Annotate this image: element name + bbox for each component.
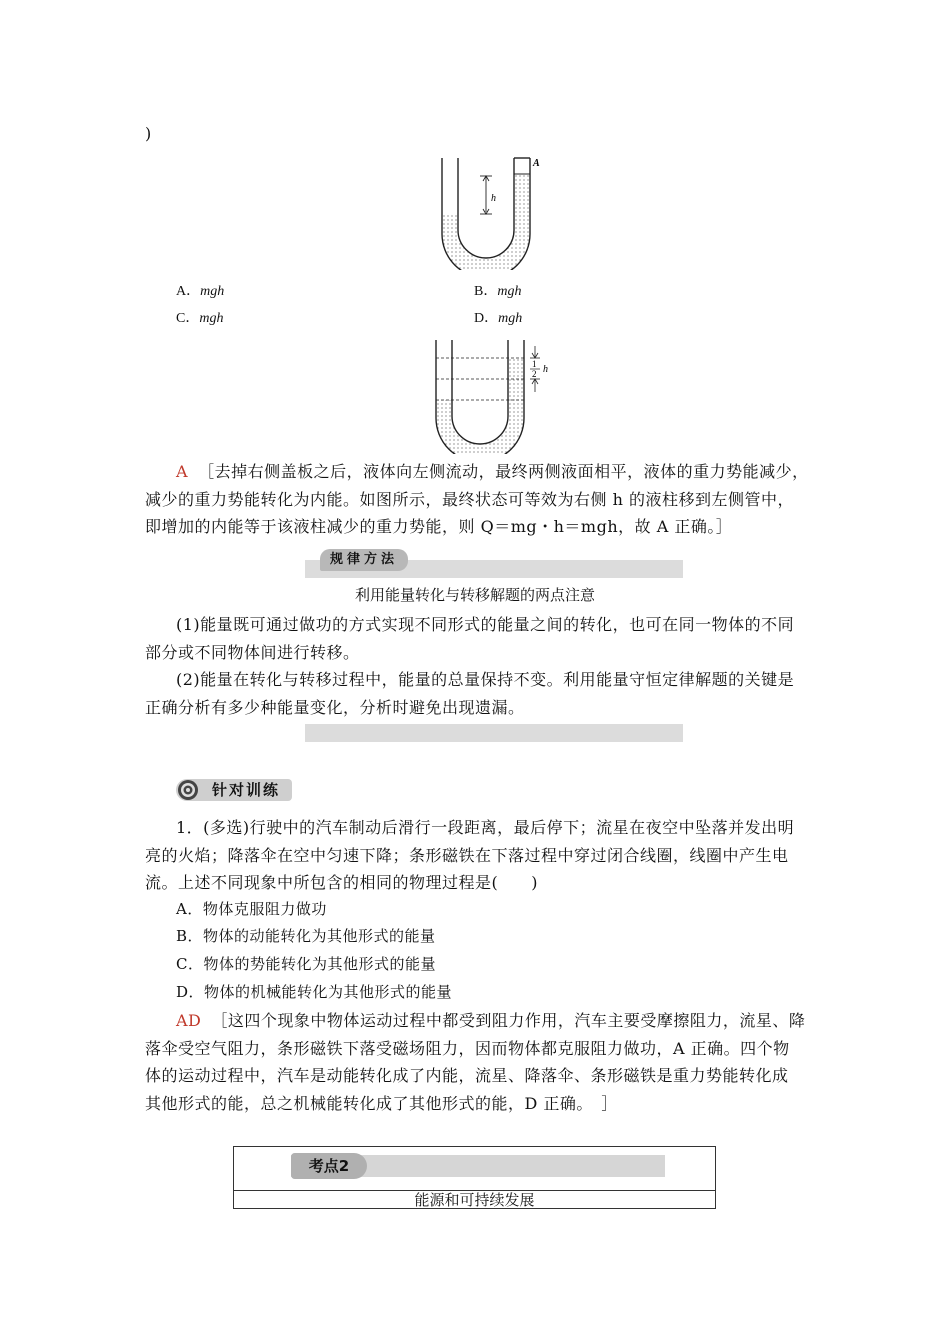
method-line-2: 部分或不同物体间进行转移。: [145, 643, 360, 662]
answer-line-2: 减少的重力势能转化为内能。如图所示，最终状态可等效为右侧 h 的液柱移到左侧管中，: [145, 490, 794, 509]
answer2-line-4: 其他形式的能，总之机械能转化成了其他形式的能，D 正确。 ］: [145, 1094, 618, 1113]
choice-b[interactable]: B．物体的动能转化为其他形式的能量: [176, 927, 436, 945]
fraction-numerator: 1: [532, 359, 537, 369]
label-A: A: [533, 158, 540, 169]
liquid-fill: [436, 400, 524, 454]
fraction-denominator: 2: [532, 369, 537, 379]
question-line-1: 1．(多选)行驶中的汽车制动后滑行一段距离，最后停下；流星在夜空中坠落并发出明: [176, 818, 795, 837]
question-line-3: 流。上述不同现象中所包含的相同的物理过程是( ): [145, 873, 538, 892]
target-icon: [177, 779, 201, 801]
page-fragment: ): [145, 124, 152, 143]
answer-line-1: A ［去掉右侧盖板之后，液体向左侧流动，最终两侧液面相平，液体的重力势能减少，: [176, 462, 809, 481]
method-line-4: 正确分析有多少种能量变化，分析时避免出现遗漏。: [145, 698, 525, 717]
method-title: 利用能量转化与转移解题的两点注意: [354, 586, 595, 604]
answer2-letter: AD: [176, 1011, 202, 1030]
label-h: h: [543, 364, 548, 375]
u-tube-figure-2: [428, 338, 558, 454]
section-subtitle: 能源和可持续发展: [414, 1191, 535, 1209]
answer-letter: A: [176, 462, 189, 481]
choice-d[interactable]: D．物体的机械能转化为其他形式的能量: [176, 983, 453, 1001]
option-c[interactable]: C．mgh: [176, 311, 224, 326]
method-line-3: (2)能量在转化与转移过程中，能量的总量保持不变。利用能量守恒定律解题的关键是: [176, 670, 795, 689]
option-a[interactable]: A．mgh: [176, 284, 225, 299]
method-line-1: (1)能量既可通过做功的方式实现不同形式的能量之间的转化，也可在同一物体的不同: [176, 615, 795, 634]
tube-inner: [452, 340, 508, 444]
answer2-line-2: 落伞受空气阻力，条形磁铁下落受磁场阻力，因而物体都克服阻力做功，A 正确。四个物: [145, 1039, 790, 1058]
training-label: 针对训练: [212, 781, 281, 799]
method-banner-bottom: [305, 724, 683, 742]
option-d[interactable]: D．mgh: [474, 311, 523, 326]
u-tube-figure-1: [430, 154, 550, 270]
method-tag: 规律方法: [320, 549, 408, 571]
choice-c[interactable]: C．物体的势能转化为其他形式的能量: [176, 955, 436, 973]
question-line-2: 亮的火焰；降落伞在空中匀速下降；条形磁铁在下落过程中穿过闭合线圈，线圈中产生电: [145, 846, 789, 865]
answer-line-3: 即增加的内能等于该液柱减少的重力势能，则 Q＝mg・h＝mgh，故 A 正确。］: [145, 517, 733, 536]
answer2-line-1: AD ［这四个现象中物体运动过程中都受到阻力作用，汽车主要受摩擦阻力，流星、降: [176, 1011, 806, 1030]
answer2-line-3: 体的运动过程中，汽车是动能转化成了内能，流星、降落伞、条形磁铁是重力势能转化成: [145, 1066, 789, 1085]
section-tag: 考点2: [291, 1153, 367, 1179]
choice-a[interactable]: A．物体克服阻力做功: [176, 900, 327, 918]
option-b[interactable]: B．mgh: [474, 284, 522, 299]
label-h: h: [491, 193, 496, 204]
